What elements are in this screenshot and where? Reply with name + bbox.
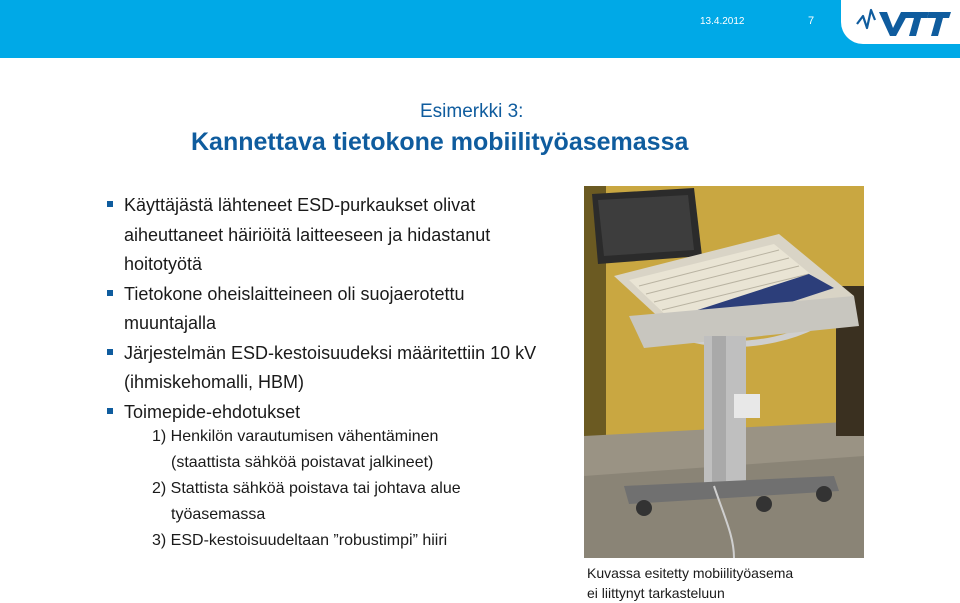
vtt-logo [841, 0, 960, 44]
action-steps [152, 424, 572, 554]
bullet-text: Tietokone oheislaitteineen oli suojaerotettu muuntajalla [124, 283, 465, 333]
bullet-text: Toimepide-ehdotukset [124, 401, 301, 422]
step-line: 2) Stattista sähköä poistava tai johtava alue [152, 480, 461, 497]
slide-date: 13.4.2012 [700, 16, 745, 27]
bullet-list [105, 191, 555, 427]
caption-line: Kuvassa esitetty mobiilityöasema [587, 565, 794, 581]
step-line-continued: työasemassa [171, 506, 266, 523]
workstation-photo [584, 186, 864, 558]
square-bullet-icon [107, 290, 113, 296]
bullet-item [105, 191, 555, 280]
square-bullet-icon [107, 201, 113, 207]
square-bullet-icon [107, 349, 113, 355]
square-bullet-icon [107, 408, 113, 414]
page-number: 7 [808, 15, 815, 27]
bullet-text: Käyttäjästä lähteneet ESD-purkaukset olivat aiheuttaneet häiriöitä laitteeseen ja hidastanut hoitotyötä [124, 195, 491, 274]
step-line-continued: (staattista sähköä poistavat jalkineet) [171, 454, 434, 471]
bullet-text: Järjestelmän ESD-kestoisuudeksi määritettiin 10 kV (ihmiskehomalli, HBM) [124, 342, 537, 392]
bullet-item [105, 339, 555, 398]
slide-subtitle: Esimerkki 3: [420, 101, 524, 122]
step-line: 3) ESD-kestoisuudeltaan ”robustimpi” hiiri [152, 532, 448, 549]
photo-caption [587, 563, 793, 603]
slide-title: Kannettava tietokone mobiilityöasemassa [191, 128, 689, 156]
bullet-item [105, 398, 555, 428]
header-bar [0, 0, 960, 58]
bullet-item [105, 280, 555, 339]
step-line: 1) Henkilön varautumisen vähentäminen [152, 428, 439, 445]
caption-line: ei liittynyt tarkasteluun [587, 585, 725, 601]
